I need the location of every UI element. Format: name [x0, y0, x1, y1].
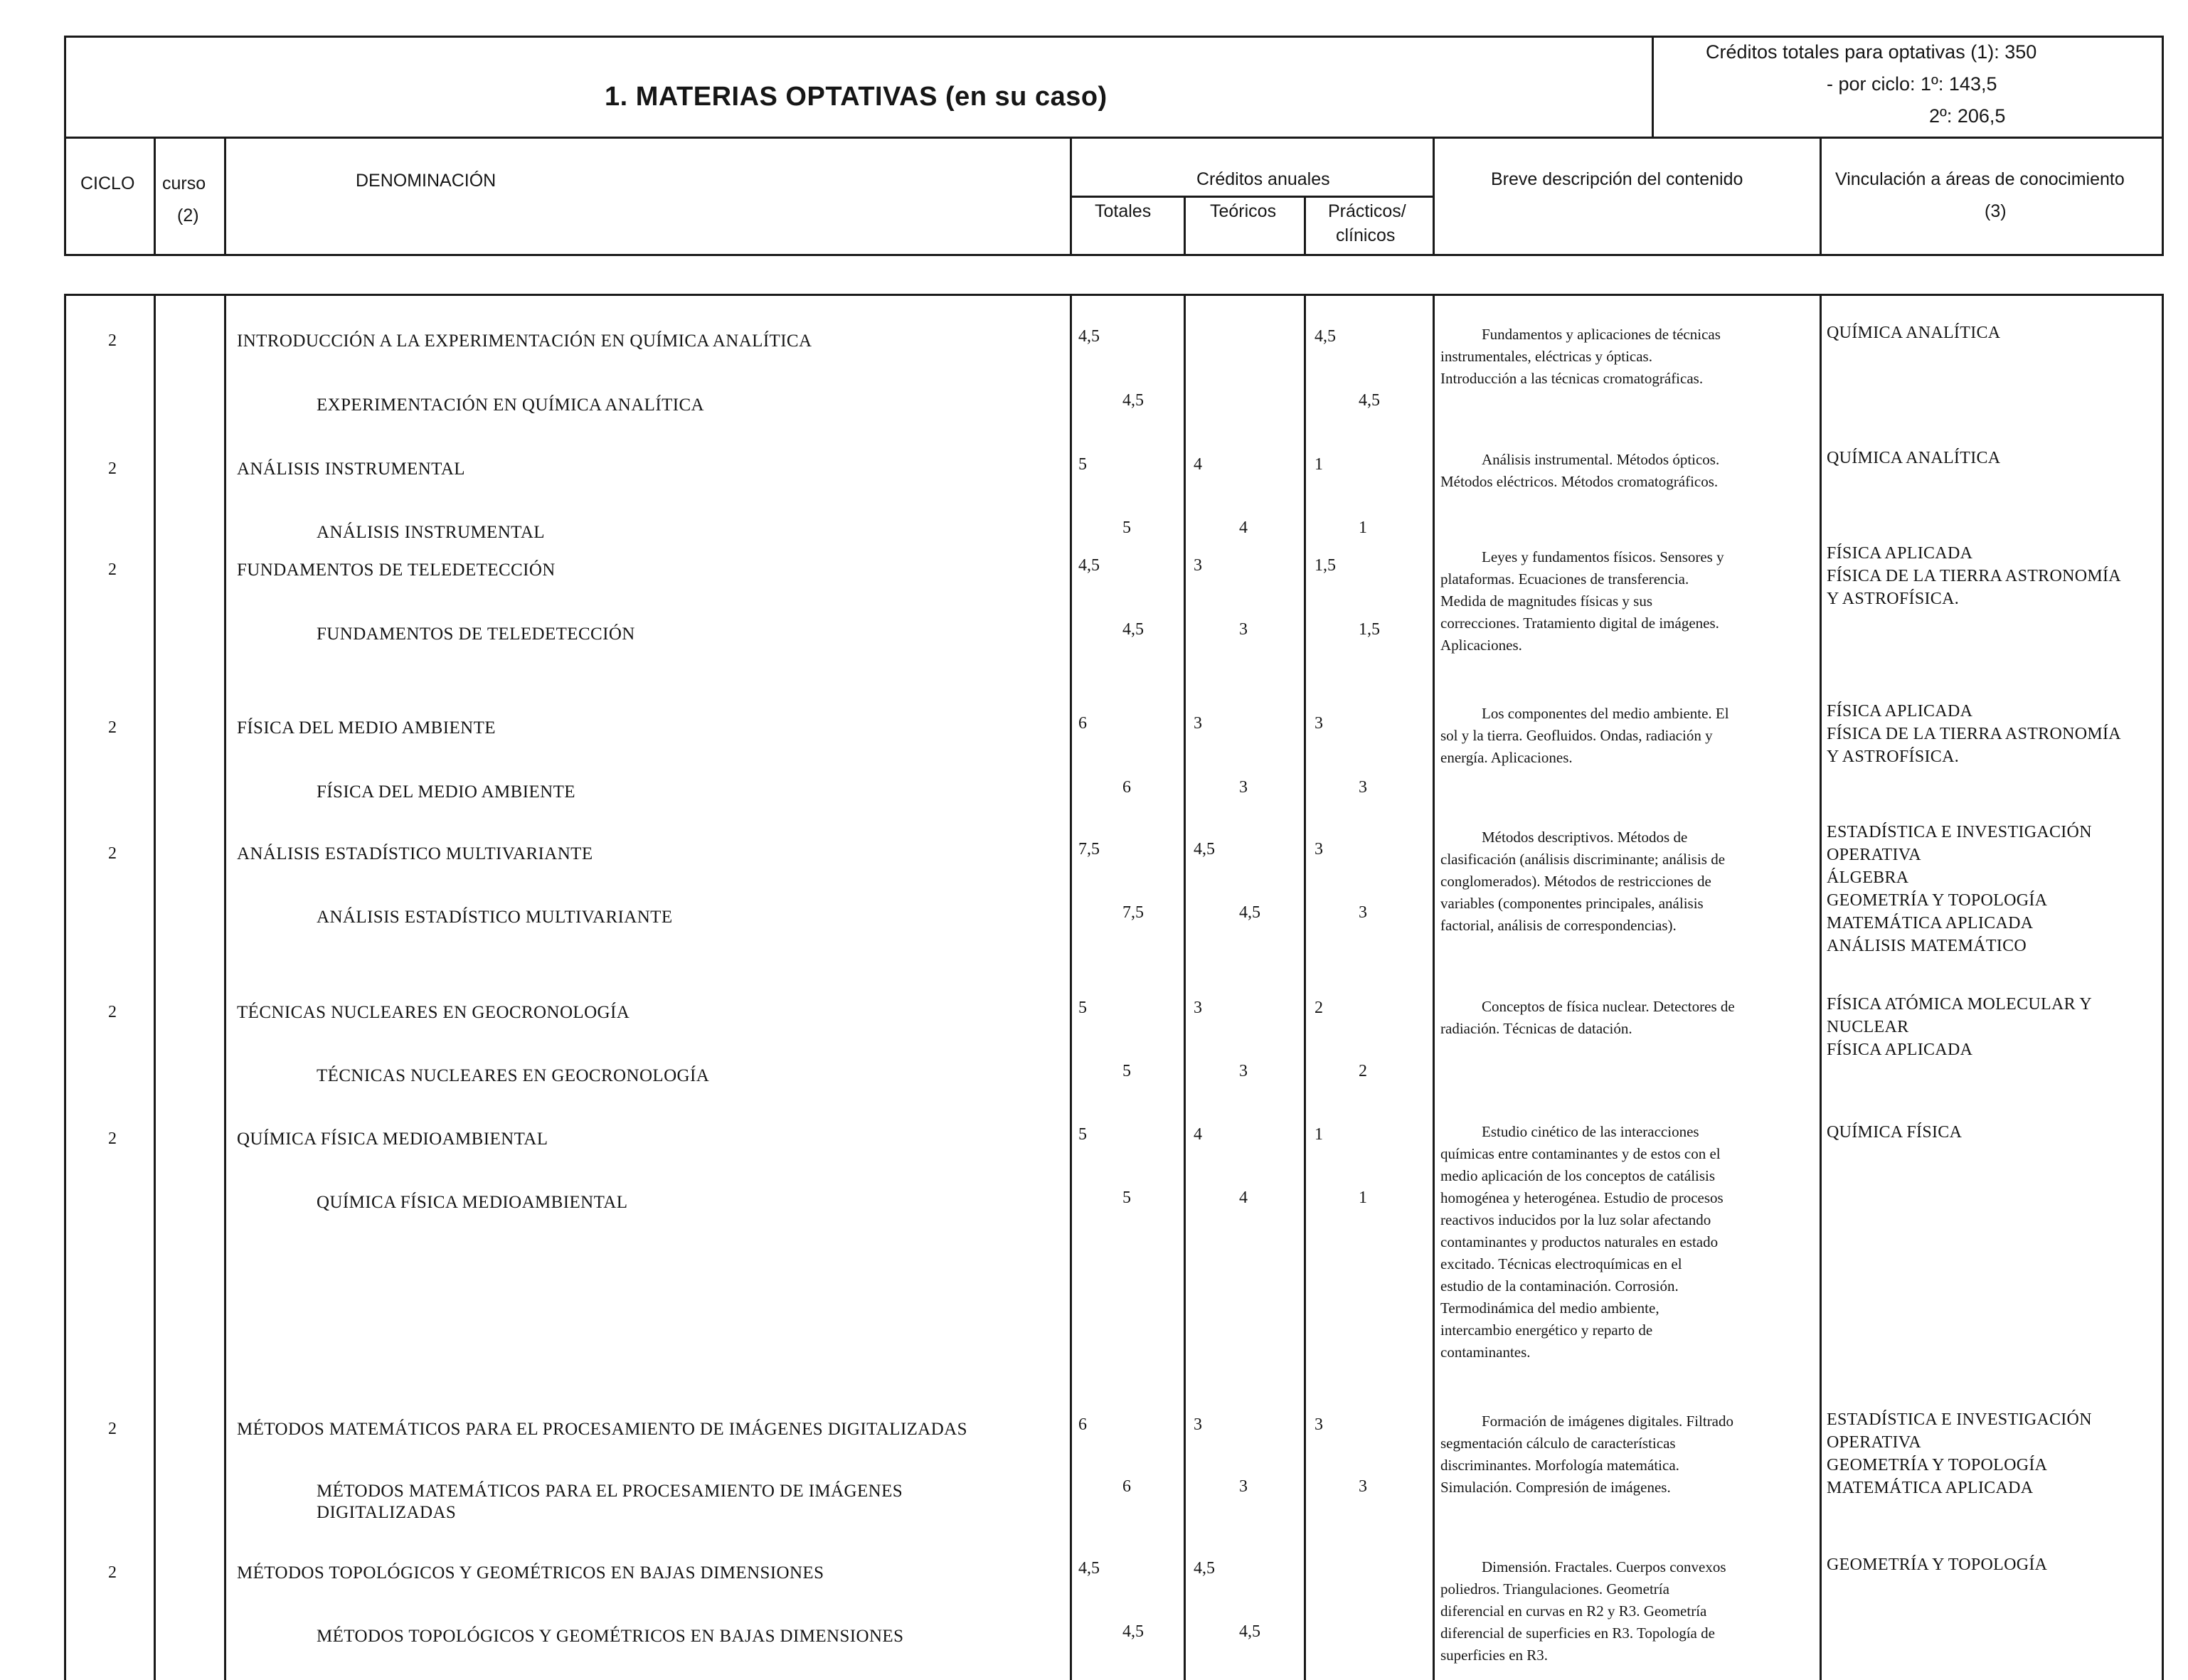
- area-line: NUCLEAR: [1827, 1018, 1909, 1036]
- description-line: Análisis instrumental. Métodos ópticos.: [1482, 451, 1720, 468]
- subsubject-name: FUNDAMENTOS DE TELEDETECCIÓN: [317, 624, 635, 644]
- area-line: QUÍMICA ANALÍTICA: [1827, 449, 2001, 467]
- sub-credits-totales: 4,5: [1122, 391, 1144, 410]
- subject-name: FUNDAMENTOS DE TELEDETECCIÓN: [237, 560, 556, 580]
- description-line: diferencial de superficies en R3. Topología de: [1440, 1625, 1715, 1642]
- description-line: instrumentales, eléctricas y ópticas.: [1440, 348, 1652, 365]
- subject-name: TÉCNICAS NUCLEARES EN GEOCRONOLOGÍA: [237, 1003, 630, 1022]
- subsubject-name: MÉTODOS TOPOLÓGICOS Y GEOMÉTRICOS EN BAJAS DIMENSIONES: [317, 1627, 904, 1646]
- credits-practicos: 1: [1315, 1125, 1323, 1144]
- subject-name: INTRODUCCIÓN A LA EXPERIMENTACIÓN EN QUÍMICA ANALÍTICA: [237, 331, 812, 351]
- credits-practicos: 2: [1315, 999, 1323, 1017]
- description-line: diferencial en curvas en R2 y R3. Geometría: [1440, 1602, 1707, 1620]
- sub-credits-teoricos: 3: [1239, 778, 1248, 797]
- description-line: Leyes y fundamentos físicos. Sensores y: [1482, 548, 1724, 565]
- body-col-divider: [154, 294, 156, 1680]
- col-divider: [1184, 196, 1186, 256]
- sub-credits-teoricos: 4,5: [1239, 1622, 1260, 1641]
- description-line: Medida de magnitudes físicas y sus: [1440, 592, 1653, 610]
- area-line: FÍSICA APLICADA: [1827, 702, 1973, 721]
- sub-credits-totales: 7,5: [1122, 903, 1144, 922]
- sub-credits-practicos: 1: [1359, 519, 1367, 537]
- credits-per-cycle: - por ciclo: 1º: 143,5: [1827, 73, 1997, 95]
- description-line: intercambio energético y reparto de: [1440, 1322, 1653, 1339]
- area-line: FÍSICA DE LA TIERRA ASTRONOMÍA: [1827, 567, 2121, 585]
- description-line: factorial, análisis de correspondencias).: [1440, 917, 1677, 934]
- body-col-divider: [1070, 294, 1072, 1680]
- knowledge-areas: [1827, 1121, 1962, 1144]
- description-line: Introducción a las técnicas cromatográficas.: [1440, 370, 1704, 387]
- knowledge-areas: [1827, 700, 2121, 768]
- col-divider: [1304, 196, 1306, 256]
- area-line: QUÍMICA ANALÍTICA: [1827, 324, 2001, 342]
- knowledge-areas: [1827, 321, 2000, 344]
- col-totales: Totales: [1095, 201, 1152, 221]
- credits-practicos: 3: [1315, 714, 1323, 733]
- col-divider: [224, 137, 226, 256]
- body-col-divider: [1184, 294, 1186, 1680]
- area-line: ÁLGEBRA: [1827, 868, 1909, 887]
- area-line: OPERATIVA: [1827, 846, 1921, 864]
- description-line: Dimensión. Fractales. Cuerpos convexos: [1482, 1558, 1726, 1575]
- content-description: [1440, 546, 1724, 656]
- col-creditos-anuales: Créditos anuales: [1196, 169, 1330, 189]
- col-denominacion: DENOMINACIÓN: [356, 171, 496, 191]
- header-divider: [64, 137, 2164, 139]
- knowledge-areas: [1827, 1553, 2047, 1576]
- row-ciclo: 2: [108, 331, 117, 350]
- description-line: Termodinámica del medio ambiente,: [1440, 1299, 1659, 1317]
- credits-practicos: 3: [1315, 1415, 1323, 1434]
- description-line: químicas entre contaminantes y de estos con el: [1440, 1145, 1721, 1162]
- credits-teoricos: 3: [1194, 1415, 1202, 1434]
- sub-credits-teoricos: 4: [1239, 519, 1248, 537]
- content-description: [1440, 1556, 1726, 1666]
- knowledge-areas: [1827, 993, 2092, 1061]
- sub-credits-teoricos: 4,5: [1239, 903, 1260, 922]
- page-title: 1. MATERIAS OPTATIVAS (en su caso): [605, 82, 1108, 112]
- description-line: poliedros. Triangulaciones. Geometría: [1440, 1580, 1669, 1597]
- row-ciclo: 2: [108, 1420, 117, 1438]
- description-line: correcciones. Tratamiento digital de imágenes.: [1440, 615, 1719, 632]
- sub-credits-totales: 6: [1122, 778, 1131, 797]
- content-description: [1440, 1121, 1724, 1363]
- col-practicos: Prácticos/: [1328, 201, 1406, 221]
- area-line: Y ASTROFÍSICA.: [1827, 748, 1960, 766]
- description-line: plataformas. Ecuaciones de transferencia.: [1440, 570, 1689, 588]
- col-curso-note: (2): [177, 206, 199, 225]
- description-line: superficies en R3.: [1440, 1647, 1549, 1664]
- credits-subheader-divider: [1070, 196, 1434, 198]
- credits-totales: 6: [1078, 1415, 1087, 1434]
- area-line: OPERATIVA: [1827, 1433, 1921, 1452]
- credits-teoricos: 3: [1194, 556, 1202, 575]
- col-curso: curso: [162, 174, 206, 193]
- credits-teoricos: 4: [1194, 1125, 1202, 1144]
- credits-second-cycle: 2º: 206,5: [1929, 105, 2006, 127]
- sub-credits-totales: 5: [1122, 1189, 1131, 1207]
- body-col-divider: [1304, 294, 1306, 1680]
- description-line: discriminantes. Morfología matemática.: [1440, 1457, 1679, 1474]
- credits-practicos: 3: [1315, 840, 1323, 858]
- col-vinculacion: Vinculación a áreas de conocimiento: [1835, 169, 2125, 189]
- col-descripcion: Breve descripción del contenido: [1491, 169, 1743, 189]
- description-line: medio aplicación de los conceptos de catálisis: [1440, 1167, 1716, 1184]
- description-line: variables (componentes principales, análisis: [1440, 895, 1704, 912]
- sub-credits-totales: 5: [1122, 519, 1131, 537]
- area-line: MATEMÁTICA APLICADA: [1827, 914, 2034, 932]
- row-ciclo: 2: [108, 844, 117, 863]
- row-ciclo: 2: [108, 560, 117, 579]
- subsubject-name: QUÍMICA FÍSICA MEDIOAMBIENTAL: [317, 1193, 628, 1212]
- credits-teoricos: 3: [1194, 714, 1202, 733]
- knowledge-areas: [1827, 821, 2092, 957]
- credits-practicos: 1,5: [1315, 556, 1336, 575]
- content-description: [1440, 324, 1721, 390]
- col-vinculacion-note: (3): [1985, 201, 2007, 221]
- subject-name: MÉTODOS TOPOLÓGICOS Y GEOMÉTRICOS EN BAJAS DIMENSIONES: [237, 1563, 824, 1583]
- description-line: contaminantes.: [1440, 1344, 1531, 1361]
- subsubject-name: ANÁLISIS ESTADÍSTICO MULTIVARIANTE: [317, 908, 673, 927]
- row-ciclo: 2: [108, 718, 117, 737]
- content-description: [1440, 703, 1729, 769]
- col-clinicos: clínicos: [1336, 225, 1396, 245]
- description-line: clasificación (análisis discriminante; análisis de: [1440, 851, 1726, 868]
- subject-name: MÉTODOS MATEMÁTICOS PARA EL PROCESAMIENTO DE IMÁGENES DIGITALIZADAS: [237, 1420, 967, 1439]
- sub-credits-practicos: 1: [1359, 1189, 1367, 1207]
- subsubject-name: MÉTODOS MATEMÁTICOS PARA EL PROCESAMIENTO DE IMÁGENES: [317, 1482, 903, 1501]
- description-line: estudio de la contaminación. Corrosión.: [1440, 1277, 1679, 1294]
- area-line: FÍSICA APLICADA: [1827, 544, 1973, 563]
- body-col-divider: [1820, 294, 1822, 1680]
- credits-totales: 5: [1078, 1125, 1087, 1144]
- description-line: excitado. Técnicas electroquímicas en el: [1440, 1255, 1682, 1272]
- knowledge-areas: [1827, 447, 2000, 469]
- subsubject-name: FÍSICA DEL MEDIO AMBIENTE: [317, 782, 575, 802]
- body-left-border: [64, 294, 66, 1680]
- area-line: MATEMÁTICA APLICADA: [1827, 1479, 2034, 1497]
- sub-credits-practicos: 3: [1359, 1477, 1367, 1496]
- credits-teoricos: 4: [1194, 455, 1202, 474]
- subject-name: FÍSICA DEL MEDIO AMBIENTE: [237, 718, 496, 738]
- row-ciclo: 2: [108, 1563, 117, 1582]
- description-line: Fundamentos y aplicaciones de técnicas: [1482, 326, 1721, 343]
- col-teoricos: Teóricos: [1210, 201, 1277, 221]
- area-line: FÍSICA ATÓMICA MOLECULAR Y: [1827, 995, 2092, 1014]
- sub-credits-practicos: 1,5: [1359, 620, 1380, 639]
- description-line: Métodos descriptivos. Métodos de: [1482, 829, 1688, 846]
- sub-credits-totales: 4,5: [1122, 620, 1144, 639]
- description-line: Aplicaciones.: [1440, 637, 1522, 654]
- sub-credits-practicos: 4,5: [1359, 391, 1380, 410]
- credits-practicos: 4,5: [1315, 327, 1336, 346]
- description-line: Métodos eléctricos. Métodos cromatográficos.: [1440, 473, 1719, 490]
- description-line: Estudio cinético de las interacciones: [1482, 1123, 1699, 1140]
- sub-credits-teoricos: 4: [1239, 1189, 1248, 1207]
- credits-totales: 5: [1078, 455, 1087, 474]
- sub-credits-teoricos: 3: [1239, 1477, 1248, 1496]
- content-description: [1440, 1410, 1733, 1499]
- sub-credits-totales: 5: [1122, 1062, 1131, 1080]
- area-line: ESTADÍSTICA E INVESTIGACIÓN: [1827, 823, 2092, 841]
- area-line: GEOMETRÍA Y TOPOLOGÍA: [1827, 1556, 2048, 1574]
- description-line: Formación de imágenes digitales. Filtrado: [1482, 1413, 1734, 1430]
- subsubject-name: TÉCNICAS NUCLEARES EN GEOCRONOLOGÍA: [317, 1066, 710, 1085]
- description-line: sol y la tierra. Geofluidos. Ondas, radiación y: [1440, 727, 1713, 744]
- row-ciclo: 2: [108, 1129, 117, 1148]
- sub-credits-practicos: 2: [1359, 1062, 1367, 1080]
- subsubject-name-cont: DIGITALIZADAS: [317, 1503, 457, 1522]
- col-divider: [154, 137, 156, 256]
- area-line: FÍSICA APLICADA: [1827, 1041, 1973, 1059]
- content-description: [1440, 996, 1735, 1040]
- row-ciclo: 2: [108, 459, 117, 478]
- content-description: [1440, 826, 1725, 937]
- description-line: Conceptos de física nuclear. Detectores de: [1482, 998, 1735, 1015]
- credits-teoricos: 3: [1194, 999, 1202, 1017]
- sub-credits-practicos: 3: [1359, 778, 1367, 797]
- description-line: Los componentes del medio ambiente. El: [1482, 705, 1729, 722]
- credits-totales: 7,5: [1078, 840, 1100, 858]
- description-line: homogénea y heterogénea. Estudio de procesos: [1440, 1189, 1724, 1206]
- description-line: contaminantes y productos naturales en estado: [1440, 1233, 1719, 1250]
- subject-name: ANÁLISIS ESTADÍSTICO MULTIVARIANTE: [237, 844, 593, 863]
- knowledge-areas: [1827, 1408, 2092, 1499]
- subsubject-name: EXPERIMENTACIÓN EN QUÍMICA ANALÍTICA: [317, 395, 705, 415]
- subject-name: QUÍMICA FÍSICA MEDIOAMBIENTAL: [237, 1129, 548, 1149]
- area-line: QUÍMICA FÍSICA: [1827, 1123, 1963, 1142]
- description-line: reactivos inducidos por la luz solar afectando: [1440, 1211, 1711, 1228]
- subject-name: ANÁLISIS INSTRUMENTAL: [237, 459, 465, 479]
- sub-credits-practicos: 3: [1359, 903, 1367, 922]
- description-line: radiación. Técnicas de datación.: [1440, 1020, 1632, 1037]
- description-line: conglomerados). Métodos de restricciones de: [1440, 873, 1711, 890]
- sub-credits-totales: 6: [1122, 1477, 1131, 1496]
- body-col-divider: [1433, 294, 1435, 1680]
- sub-credits-totales: 4,5: [1122, 1622, 1144, 1641]
- sub-credits-teoricos: 3: [1239, 620, 1248, 639]
- row-ciclo: 2: [108, 1003, 117, 1021]
- sub-credits-teoricos: 3: [1239, 1062, 1248, 1080]
- area-line: ANÁLISIS MATEMÁTICO: [1827, 937, 2027, 955]
- area-line: GEOMETRÍA Y TOPOLOGÍA: [1827, 891, 2048, 910]
- area-line: ESTADÍSTICA E INVESTIGACIÓN: [1827, 1410, 2092, 1429]
- description-line: segmentación cálculo de características: [1440, 1435, 1676, 1452]
- area-line: GEOMETRÍA Y TOPOLOGÍA: [1827, 1456, 2048, 1474]
- header-title-divider: [1652, 36, 1654, 138]
- credits-totales: 4,5: [1078, 556, 1100, 575]
- credits-totales: 5: [1078, 999, 1087, 1017]
- description-line: energía. Aplicaciones.: [1440, 749, 1573, 766]
- credits-teoricos: 4,5: [1194, 1559, 1215, 1578]
- total-credits: Créditos totales para optativas (1): 350: [1706, 41, 2037, 63]
- area-line: FÍSICA DE LA TIERRA ASTRONOMÍA: [1827, 725, 2121, 743]
- area-line: Y ASTROFÍSICA.: [1827, 590, 1960, 608]
- body-top-border: [64, 294, 2164, 296]
- credits-practicos: 1: [1315, 455, 1323, 474]
- description-line: Simulación. Compresión de imágenes.: [1440, 1479, 1671, 1496]
- knowledge-areas: [1827, 542, 2121, 610]
- credits-totales: 4,5: [1078, 327, 1100, 346]
- credits-totales: 4,5: [1078, 1559, 1100, 1578]
- header-box: [64, 36, 2164, 256]
- subsubject-name: ANÁLISIS INSTRUMENTAL: [317, 523, 545, 542]
- content-description: [1440, 449, 1719, 493]
- body-right-border: [2162, 294, 2164, 1680]
- credits-teoricos: 4,5: [1194, 840, 1215, 858]
- credits-totales: 6: [1078, 714, 1087, 733]
- col-ciclo: CICLO: [80, 174, 135, 193]
- body-col-divider: [224, 294, 226, 1680]
- col-divider: [1820, 137, 1822, 256]
